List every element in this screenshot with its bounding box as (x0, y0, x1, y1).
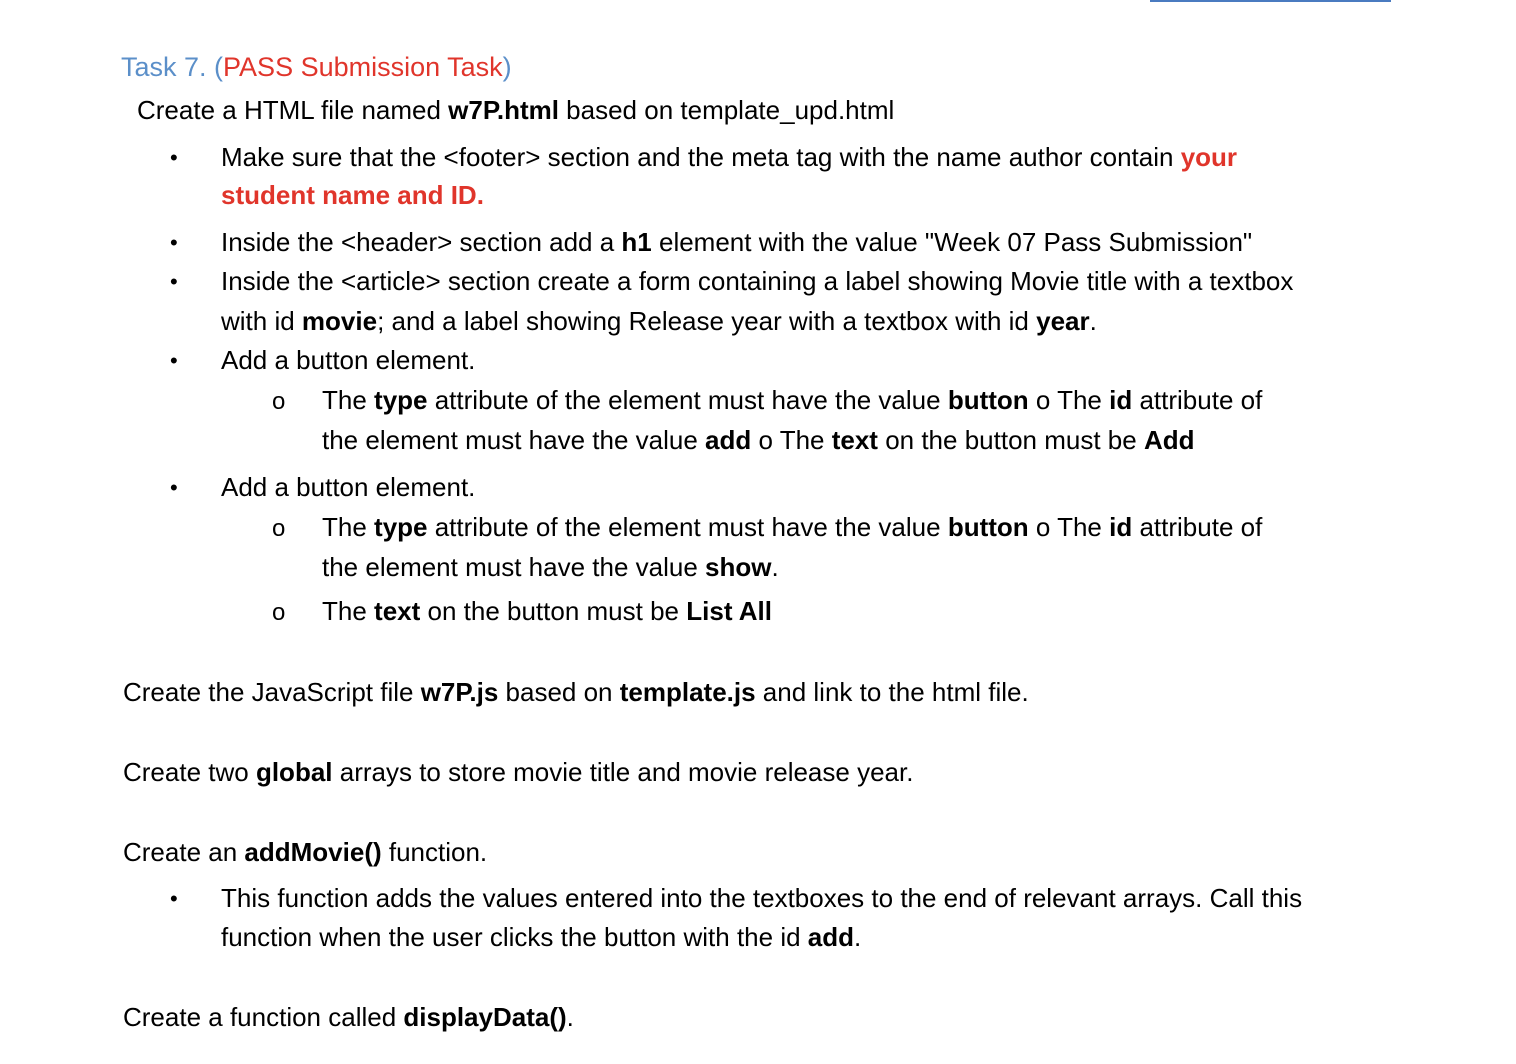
bullet-3-line-2: with id movie; and a label showing Release year with a textbox with id year. (221, 306, 1097, 336)
task-number: Task 7. (121, 52, 215, 82)
paren-close: ) (502, 52, 512, 82)
task-heading (121, 52, 512, 83)
bullet-2-line: Inside the <header> section add a h1 element with the value "Week 07 Pass Submission" (221, 227, 1253, 257)
bullet-4-line: Add a button element. (221, 345, 476, 375)
paragraph-global-arrays: Create two global arrays to store movie title and movie release year. (123, 757, 914, 787)
bullet-6-line-2: function when the user clicks the button with the id add. (221, 922, 862, 952)
bullet-1-line-1: Make sure that the <footer> section and the meta tag with the name author contain your (221, 142, 1238, 172)
bullet-3-line-1: Inside the <article> section create a form containing a label showing Movie title with a textbox (221, 266, 1294, 296)
pass-label: PASS Submission Task (223, 52, 503, 82)
sub-2-line-1: The type attribute of the element must have the value button o The id attribute of (322, 512, 1263, 542)
sub-2-line-2: the element must have the value show. (322, 552, 779, 582)
paragraph-display-data: Create a function called displayData(). (123, 1002, 574, 1032)
sub-1-line-2: the element must have the value add o The text on the button must be Add (322, 425, 1195, 455)
bullet-marker: • (170, 145, 178, 170)
bullet-5-line: Add a button element. (221, 472, 476, 502)
bullet-1-line-2: student name and ID. (221, 180, 484, 210)
bullet-marker: • (170, 475, 178, 500)
sub-bullet-marker: o (272, 515, 286, 542)
bullet-marker: • (170, 269, 178, 294)
intro-line: Create a HTML file named w7P.html based on template_upd.html (137, 95, 895, 125)
sub-bullet-marker: o (272, 388, 286, 415)
bullet-marker: • (170, 230, 178, 255)
bullet-6-line-1: This function adds the values entered into the textboxes to the end of relevant arrays. Call this (221, 883, 1303, 913)
bullet-marker: • (170, 886, 178, 911)
paragraph-add-movie: Create an addMovie() function. (123, 837, 488, 867)
paragraph-js-file: Create the JavaScript file w7P.js based on template.js and link to the html file. (123, 677, 1029, 707)
bullet-marker: • (170, 348, 178, 373)
paren-open: ( (214, 52, 224, 82)
sub-1-line-1: The type attribute of the element must have the value button o The id attribute of (322, 385, 1263, 415)
top-rule (1150, 0, 1391, 2)
sub-bullet-marker: o (272, 599, 286, 626)
sub-3-line: The text on the button must be List All (322, 596, 772, 626)
